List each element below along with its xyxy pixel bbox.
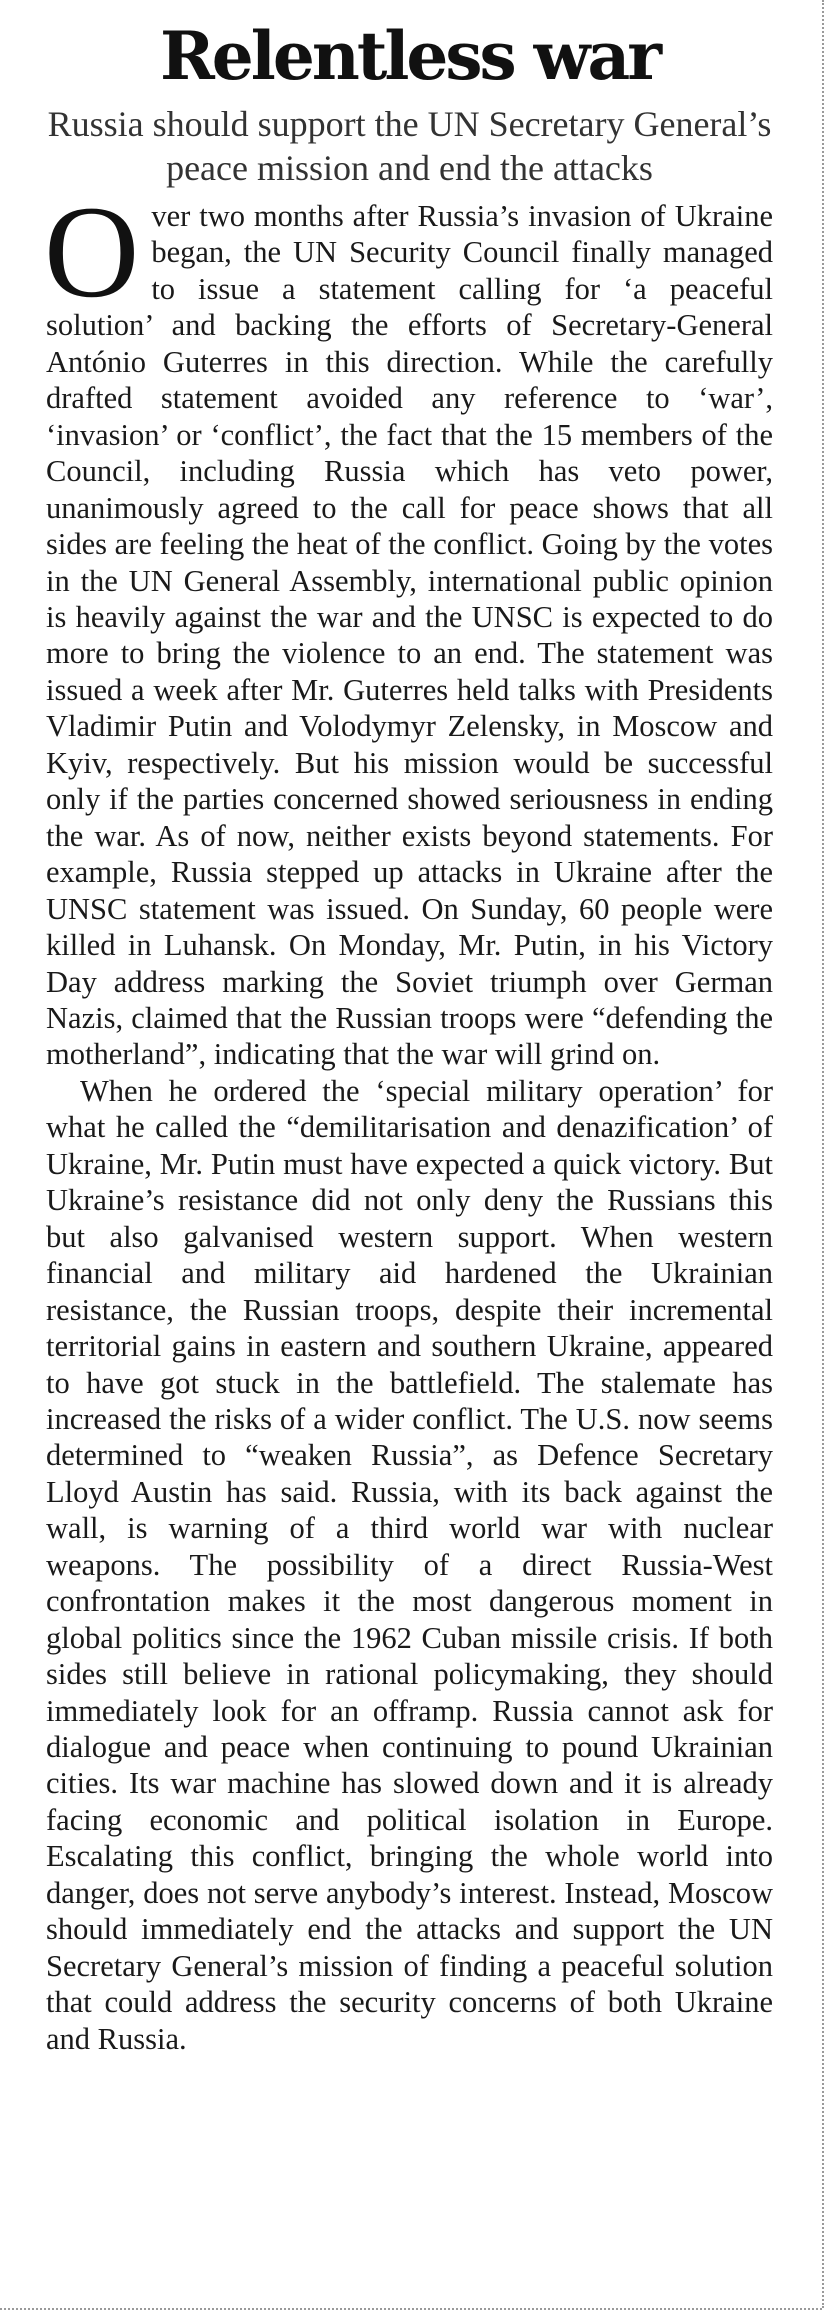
body-paragraph-1-text: ver two months after Russia’s invasion of Ukraine began, the UN Security Council finally managed to issue a statement calling for ‘a peaceful solution’ and backing the efforts of Secretary-General António Guterres in this direction. While the carefully drafted statement avoided any reference to ‘war’, ‘invasion’ or ‘conflict’, the fact that the 15 members of the Council, including Russia which has veto power, unanimously agreed to the call for peace shows that all sides are feeling the heat of the conflict. Going by the votes in the UN General Assembly, international public opinion is heavily against the war and the UNSC is expected to do more to bring the violence to an end. The statement was issued a week after Mr. Guterres held talks with Presidents Vladimir Putin and Volodymyr Zelensky, in Moscow and Kyiv, respectively. But his mission would be successful only if the parties concerned showed seriousness in ending the war. As of now, neither exists beyond statements. For example, Russia stepped up attacks in Ukraine after the UNSC statement was issued. On Sunday, 60 people were killed in Luhansk. On Monday, Mr. Putin, in his Victory Day address marking the Soviet triumph over German Nazis, claimed that the Russian troops were “defending the motherland”, indicating that the war will grind on. bbox=[46, 199, 773, 1072]
headline: Relentless war bbox=[159, 17, 660, 95]
body-paragraph-1 bbox=[44, 178, 773, 1073]
dotted-border-right bbox=[822, 0, 824, 2308]
drop-cap: O bbox=[44, 178, 140, 325]
editorial-article bbox=[46, 14, 773, 2057]
subheadline: Russia should support the UN Secretary General’s peace mission and end the attacks bbox=[47, 104, 772, 188]
body-paragraph-2: When he ordered the ‘special military operation’ for what he called the “demilitarisation and denazification’ of Ukraine, Mr. Putin must have expected a quick victory. But Ukraine’s resistance did not only deny the Russians this but also galvanised western support. When western financial and military aid hardened the Ukrainian resistance, the Russian troops, despite their incremental territorial gains in eastern and southern Ukraine, appeared to have got stuck in the battlefield. The stalemate has increased the risks of a wider conflict. The U.S. now seems determined to “weaken Russia”, as Defence Secretary Lloyd Austin has said. Russia, with its back against the wall, is warning of a third world war with nuclear weapons. The possibility of a direct Russia-West confrontation makes it the most dangerous moment in global politics since the 1962 Cuban missile crisis. If both sides still believe in rational policymaking, they should immediately look for an offramp. Russia cannot ask for dialogue and peace when continuing to pound Ukrainian cities. Its war machine has slowed down and it is already facing economic and political isolation in Europe. Escalating this conflict, bringing the whole world into danger, does not serve anybody’s interest. Instead, Moscow should immediately end the attacks and support the UN Secretary General’s mission of finding a peaceful solution that could address the security concerns of both Ukraine and Russia. bbox=[46, 1073, 773, 2056]
dotted-border-bottom bbox=[0, 2308, 822, 2310]
